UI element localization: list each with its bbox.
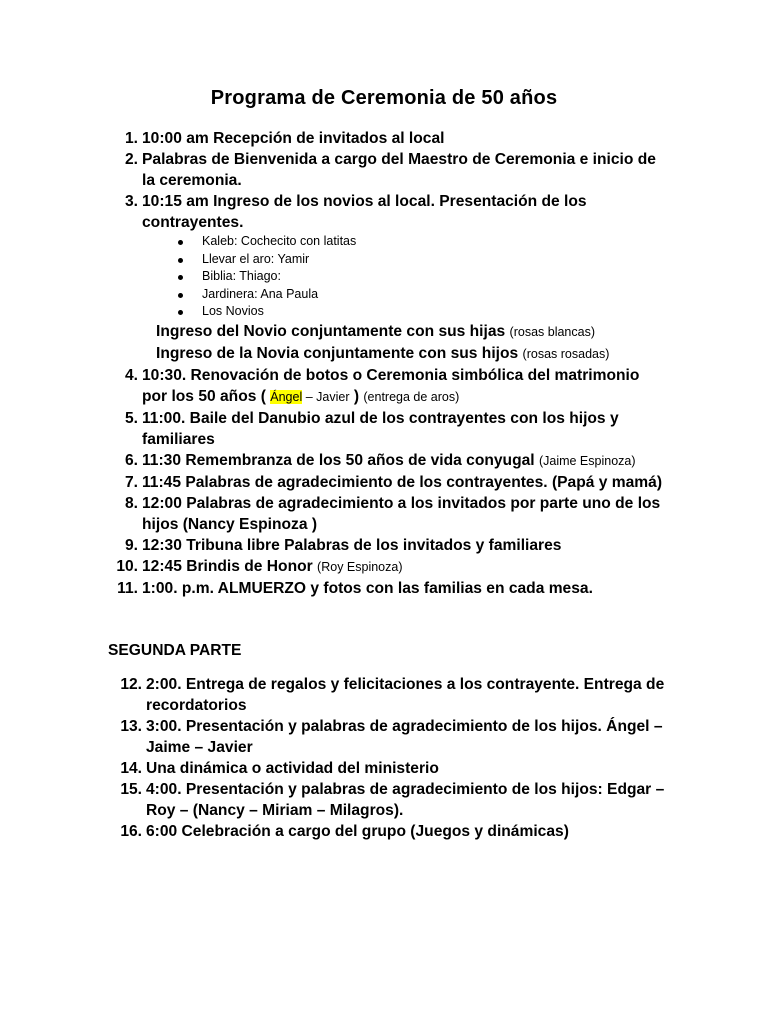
item-note: (entrega de aros) bbox=[363, 389, 460, 404]
list-item bbox=[0, 365, 768, 408]
item-text: Una dinámica o actividad del ministerio bbox=[146, 760, 439, 777]
item-note: (Jaime Espinoza) bbox=[538, 453, 636, 468]
item-number: 15. bbox=[120, 781, 142, 798]
bullet-item: Jardinera: Ana Paula bbox=[0, 286, 768, 304]
list-item bbox=[0, 758, 768, 779]
item-text: 10:00 am Recepción de invitados al local bbox=[142, 130, 445, 147]
bullet-item: Llevar el aro: Yamir bbox=[0, 251, 768, 269]
entry-line bbox=[0, 321, 768, 343]
item-number: 3. bbox=[124, 193, 138, 210]
list-item bbox=[0, 128, 768, 149]
item-number: 9. bbox=[124, 536, 138, 554]
list-item bbox=[0, 578, 768, 599]
entry-note: (rosas rosadas) bbox=[522, 346, 610, 361]
entry-note: (rosas blancas) bbox=[509, 324, 595, 339]
item-text: 1:00. p.m. ALMUERZO y fotos con las familias en cada mesa. bbox=[142, 579, 593, 597]
list-item bbox=[0, 716, 768, 758]
list-item bbox=[0, 535, 768, 556]
item-number: 16. bbox=[120, 823, 142, 840]
entry-text: Ingreso de la Novia conjuntamente con sus hijos bbox=[156, 344, 519, 362]
page-title: Programa de Ceremonia de 50 años bbox=[210, 87, 558, 109]
item-text: 12:30 Tribuna libre Palabras de los invitados y familiares bbox=[142, 536, 562, 554]
bullet-item: Kaleb: Cochecito con latitas bbox=[0, 233, 768, 251]
item-number: 8. bbox=[124, 494, 138, 512]
item-number: 5. bbox=[124, 409, 138, 427]
item-number: 14. bbox=[120, 760, 142, 777]
item-text: 11:45 Palabras de agradecimiento de los contrayentes. (Papá y mamá) bbox=[142, 473, 663, 491]
entry-text: Ingreso del Novio conjuntamente con sus hijas bbox=[156, 322, 506, 340]
item-text: 10:15 am Ingreso de los novios al local. Presentación de los contrayentes. bbox=[142, 193, 587, 231]
list-item bbox=[0, 493, 768, 535]
item-text: 4:00. Presentación y palabras de agradecimiento de los hijos: Edgar – Roy – (Nancy – Miriam – Milagros). bbox=[146, 781, 665, 819]
list-item bbox=[0, 674, 768, 716]
item-number: 1. bbox=[124, 130, 138, 147]
program-list-part-1 bbox=[0, 128, 768, 599]
item-number: 7. bbox=[124, 473, 138, 491]
item-text: Palabras de Bienvenida a cargo del Maestro de Ceremonia e inicio de la ceremonia. bbox=[142, 151, 656, 189]
item-text: 12:45 Brindis de Honor bbox=[142, 557, 313, 575]
item-close-paren: ) bbox=[353, 387, 360, 405]
list-item bbox=[0, 149, 768, 191]
bullet-list-container bbox=[0, 233, 768, 321]
list-item bbox=[0, 408, 768, 450]
participant-bullet-list bbox=[0, 233, 768, 321]
item-number: 13. bbox=[120, 718, 142, 735]
item-number: 12. bbox=[120, 676, 142, 693]
item-number: 4. bbox=[124, 366, 138, 384]
item-number: 11. bbox=[117, 579, 138, 597]
item-note: (Roy Espinoza) bbox=[317, 559, 403, 574]
item-text: 3:00. Presentación y palabras de agradecimiento de los hijos. Ángel – Jaime – Javier bbox=[146, 718, 663, 756]
item-number: 6. bbox=[124, 451, 138, 469]
item-text: 11:30 Remembranza de los 50 años de vida conyugal bbox=[142, 451, 535, 469]
item-text: 11:00. Baile del Danubio azul de los contrayentes con los hijos y familiares bbox=[142, 409, 619, 448]
item-text: 6:00 Celebración a cargo del grupo (Juegos y dinámicas) bbox=[146, 823, 569, 840]
list-item bbox=[0, 821, 768, 842]
bullet-item: Biblia: Thiago: bbox=[0, 268, 768, 286]
item-text: 12:00 Palabras de agradecimiento a los invitados por parte uno de los hijos (Nancy Espinoza ) bbox=[142, 494, 661, 533]
list-item bbox=[0, 779, 768, 821]
list-item bbox=[0, 556, 768, 578]
highlighted-name: Ángel bbox=[270, 389, 303, 404]
item-text: 10:30. Renovación de botos o Ceremonia simbólica del matrimonio por los 50 años ( bbox=[142, 366, 640, 405]
list-item bbox=[0, 450, 768, 472]
item-number: 10. bbox=[116, 557, 138, 575]
item-number: 2. bbox=[124, 151, 138, 168]
section-title: SEGUNDA PARTE bbox=[108, 642, 242, 659]
list-item bbox=[0, 191, 768, 233]
entry-line bbox=[0, 343, 768, 365]
list-item bbox=[0, 472, 768, 493]
item-text: 2:00. Entrega de regalos y felicitaciones a los contrayente. Entrega de recordatorios bbox=[146, 676, 665, 714]
item-text-after: – Javier bbox=[302, 389, 350, 404]
bullet-item: Los Novios bbox=[0, 303, 768, 321]
program-list-part-2 bbox=[0, 674, 768, 842]
